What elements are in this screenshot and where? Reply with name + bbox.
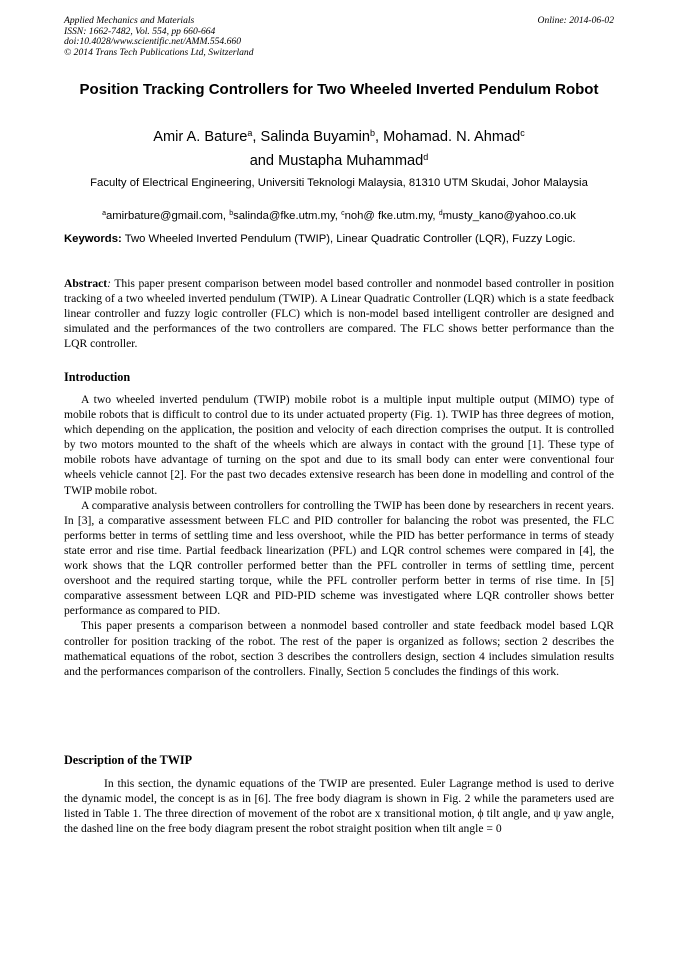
- email-marker: b: [229, 210, 234, 217]
- description-body: [64, 776, 614, 836]
- journal-name: Applied Mechanics and Materials: [64, 15, 195, 26]
- abstract: [64, 276, 614, 351]
- section-heading-introduction: Introduction: [64, 370, 131, 384]
- abstract-text: This paper present comparison between model based controller and nonmodel based controller in position tracking of a two wheeled inverted pendulum (TWIP). A Linear Quadratic Controller (LQR) which is a state feedback linear controller and fuzzy logic controller (FLC) which is non-model based intelligent controller are designed and simulated and the performances of the two controllers are compared. The FLC shows better performance than the LQR controller.: [64, 277, 614, 351]
- email-marker: a: [102, 210, 106, 217]
- paper-title: Position Tracking Controllers for Two Wheeled Inverted Pendulum Robot: [79, 81, 599, 98]
- abstract-label: Abstract: [64, 277, 108, 290]
- author-name: and Mustapha Muhammad: [249, 153, 424, 169]
- author-marker: a: [247, 128, 253, 138]
- online-date: Online: 2014-06-02: [537, 15, 614, 26]
- journal-copyright: © 2014 Trans Tech Publications Ltd, Switzerland: [64, 46, 254, 58]
- paragraph: A comparative analysis between controllers for controlling the TWIP has been done by researchers in recent years. In [3], a comparative assessment between FLC and PID controller for balancing the robot was presented, the FLC performs better in terms of settling time and less overshoot, while the PID has better performance in terms of steady state error and rise time. Partial feedback linearization (PFL) and LQR control schemes were compared in [4], the work shows that the LQR controller performed better than the PFL controller in terms of settling time, percent overshoot and the required starting torque, while the PFL controller perform better in terms of rise time. In [5] comparative assessment between LQR and PID-PID scheme was investigated where LQR controller shows better performance as compared to PID.: [64, 498, 614, 618]
- author-line-1: [64, 125, 614, 149]
- journal-header: [64, 16, 254, 58]
- email-marker: d: [438, 210, 443, 217]
- keywords-text: Two Wheeled Inverted Pendulum (TWIP), Linear Quadratic Controller (LQR), Fuzzy Logic.: [121, 233, 576, 245]
- keywords-label: Keywords:: [64, 233, 122, 245]
- abstract-colon: :: [107, 277, 112, 290]
- email-marker: c: [341, 210, 345, 217]
- author-line-2: [64, 149, 614, 173]
- paragraph: This paper presents a comparison between a nonmodel based controller and state feedback model based LQR controller for position tracking of the robot. The rest of the paper is organized as follows; section 2 describes the mathematical equations of the robot, section 3 describes the controllers design, section 4 includes simulation results and the performances comparison of the controllers. Finally, Section 5 concludes the findings of this work.: [64, 619, 614, 678]
- author-name: , Salinda Buyamin: [252, 129, 371, 145]
- email-link: musty_kano@yahoo.co.uk: [442, 210, 576, 222]
- author-name: Amir A. Bature: [153, 129, 248, 145]
- introduction-body: [64, 392, 614, 679]
- section-heading-description: Description of the TWIP: [64, 753, 193, 767]
- journal-doi: doi:10.4028/www.scientific.net/AMM.554.660: [64, 36, 242, 48]
- paragraph: A two wheeled inverted pendulum (TWIP) mobile robot is a multiple input multiple output (MIMO) type of mobile robots that is difficult to control due to its under actuated property (Fig. 1). TWIP has three degrees of motion, which depending on the application, the position and velocity of each direction comprises the output. It is controlled by two motors mounted to the shaft of the wheels which are always in contact with the ground [1]. These type of mobile robots have advantage of turning on the spot and due to its small body can enter were conventional four wheels vehicle cannot [2]. For the past two decades extensive research has been done in modelling and control of the TWIP mobile robot.: [64, 393, 614, 497]
- journal-issn: ISSN: 1662-7482, Vol. 554, pp 660-664: [64, 25, 216, 37]
- author-list: [64, 125, 614, 173]
- email-link: noh@ fke.utm.my,: [344, 210, 439, 222]
- email-link: salinda@fke.utm.my,: [233, 210, 342, 222]
- paragraph: In this section, the dynamic equations of the TWIP are presented. Euler Lagrange method is used to derive the dynamic model, the concept is as in [6]. The free body diagram is shown in Fig. 2 while the parameters used are listed in Table 1. The three direction of movement of the robot are x transitional motion, ϕ tilt angle, and ψ yaw angle, the dashed line on the free body diagram present the robot straight position when tilt angle = 0: [64, 777, 614, 836]
- author-marker: d: [423, 152, 429, 162]
- author-name: , Mohamad. N. Ahmad: [375, 129, 521, 145]
- email-link: amirbature@gmail.com,: [105, 210, 230, 222]
- author-emails: [64, 209, 614, 223]
- keywords: [64, 232, 614, 247]
- author-marker: b: [370, 128, 376, 138]
- author-marker: c: [520, 128, 525, 138]
- affiliation: Faculty of Electrical Engineering, Universiti Teknologi Malaysia, 81310 UTM Skudai, Johor Malaysia: [90, 177, 588, 189]
